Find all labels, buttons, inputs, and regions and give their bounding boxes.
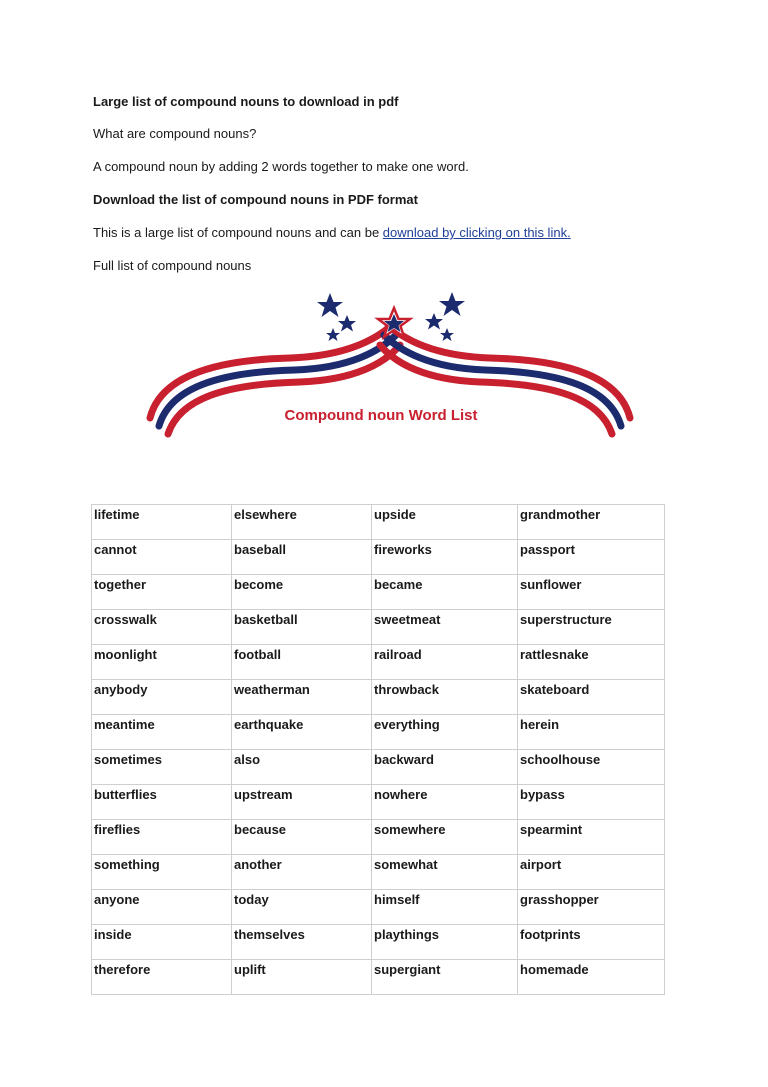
table-cell: superstructure [518,610,665,645]
table-row [92,785,665,820]
table-cell: today [232,890,372,925]
table-row [92,820,665,855]
table-row [92,715,665,750]
table-cell: become [232,575,372,610]
table-cell: inside [92,925,232,960]
table-cell: railroad [372,645,518,680]
table-cell: skateboard [518,680,665,715]
table-row [92,645,665,680]
question-text: What are compound nouns? [93,126,257,141]
table-cell: upstream [232,785,372,820]
table-cell: schoolhouse [518,750,665,785]
download-text: This is a large list of compound nouns and can be [93,225,383,240]
table-cell: meantime [92,715,232,750]
table-cell: playthings [372,925,518,960]
table-row [92,960,665,995]
compound-noun-table [91,504,665,995]
table-cell: elsewhere [232,505,372,540]
star-icon [317,293,343,317]
star-icon [439,292,465,316]
table-cell: together [92,575,232,610]
table-cell: baseball [232,540,372,575]
table-cell: airport [518,855,665,890]
table-cell: football [232,645,372,680]
table-cell: throwback [372,680,518,715]
table-cell: bypass [518,785,665,820]
table-row [92,575,665,610]
star-icon [326,328,340,341]
table-cell: herein [518,715,665,750]
table-cell: earthquake [232,715,372,750]
table-cell: sweetmeat [372,610,518,645]
banner-stars [317,292,465,341]
table-cell: sunflower [518,575,665,610]
table-cell: butterflies [92,785,232,820]
compound-noun-table-body [92,505,665,995]
table-row [92,680,665,715]
definition-text: A compound noun by adding 2 words together to make one word. [93,159,469,174]
table-row [92,505,665,540]
table-cell: sometimes [92,750,232,785]
table-cell: somewhat [372,855,518,890]
table-cell: weatherman [232,680,372,715]
table-row [92,855,665,890]
word-list-banner [140,288,640,458]
table-cell: fireworks [372,540,518,575]
table-cell: everything [372,715,518,750]
star-icon [440,328,454,341]
table-cell: moonlight [92,645,232,680]
table-cell: himself [372,890,518,925]
table-cell: another [232,855,372,890]
document-heading: Large list of compound nouns to download in pdf [93,94,399,109]
download-paragraph [93,225,571,241]
table-cell: passport [518,540,665,575]
table-row [92,890,665,925]
table-cell: therefore [92,960,232,995]
table-cell: something [92,855,232,890]
table-cell: anybody [92,680,232,715]
table-row [92,925,665,960]
table-cell: also [232,750,372,785]
table-cell: uplift [232,960,372,995]
table-cell: crosswalk [92,610,232,645]
banner-title: Compound noun Word List [284,407,478,424]
table-cell: spearmint [518,820,665,855]
star-icon [338,315,356,332]
table-cell: homemade [518,960,665,995]
star-icon [425,313,443,330]
table-row [92,750,665,785]
full-list-label: Full list of compound nouns [93,258,252,273]
table-cell: anyone [92,890,232,925]
table-cell: backward [372,750,518,785]
table-cell: because [232,820,372,855]
table-cell: supergiant [372,960,518,995]
table-cell: fireflies [92,820,232,855]
table-cell: rattlesnake [518,645,665,680]
table-cell: lifetime [92,505,232,540]
table-cell: cannot [92,540,232,575]
download-heading: Download the list of compound nouns in PDF format [93,192,418,207]
table-cell: grasshopper [518,890,665,925]
table-cell: nowhere [372,785,518,820]
table-cell: somewhere [372,820,518,855]
table-cell: footprints [518,925,665,960]
table-row [92,540,665,575]
table-cell: upside [372,505,518,540]
table-cell: themselves [232,925,372,960]
table-cell: became [372,575,518,610]
download-link[interactable]: download by clicking on this link. [382,225,571,240]
table-row [92,610,665,645]
table-cell: grandmother [518,505,665,540]
table-cell: basketball [232,610,372,645]
